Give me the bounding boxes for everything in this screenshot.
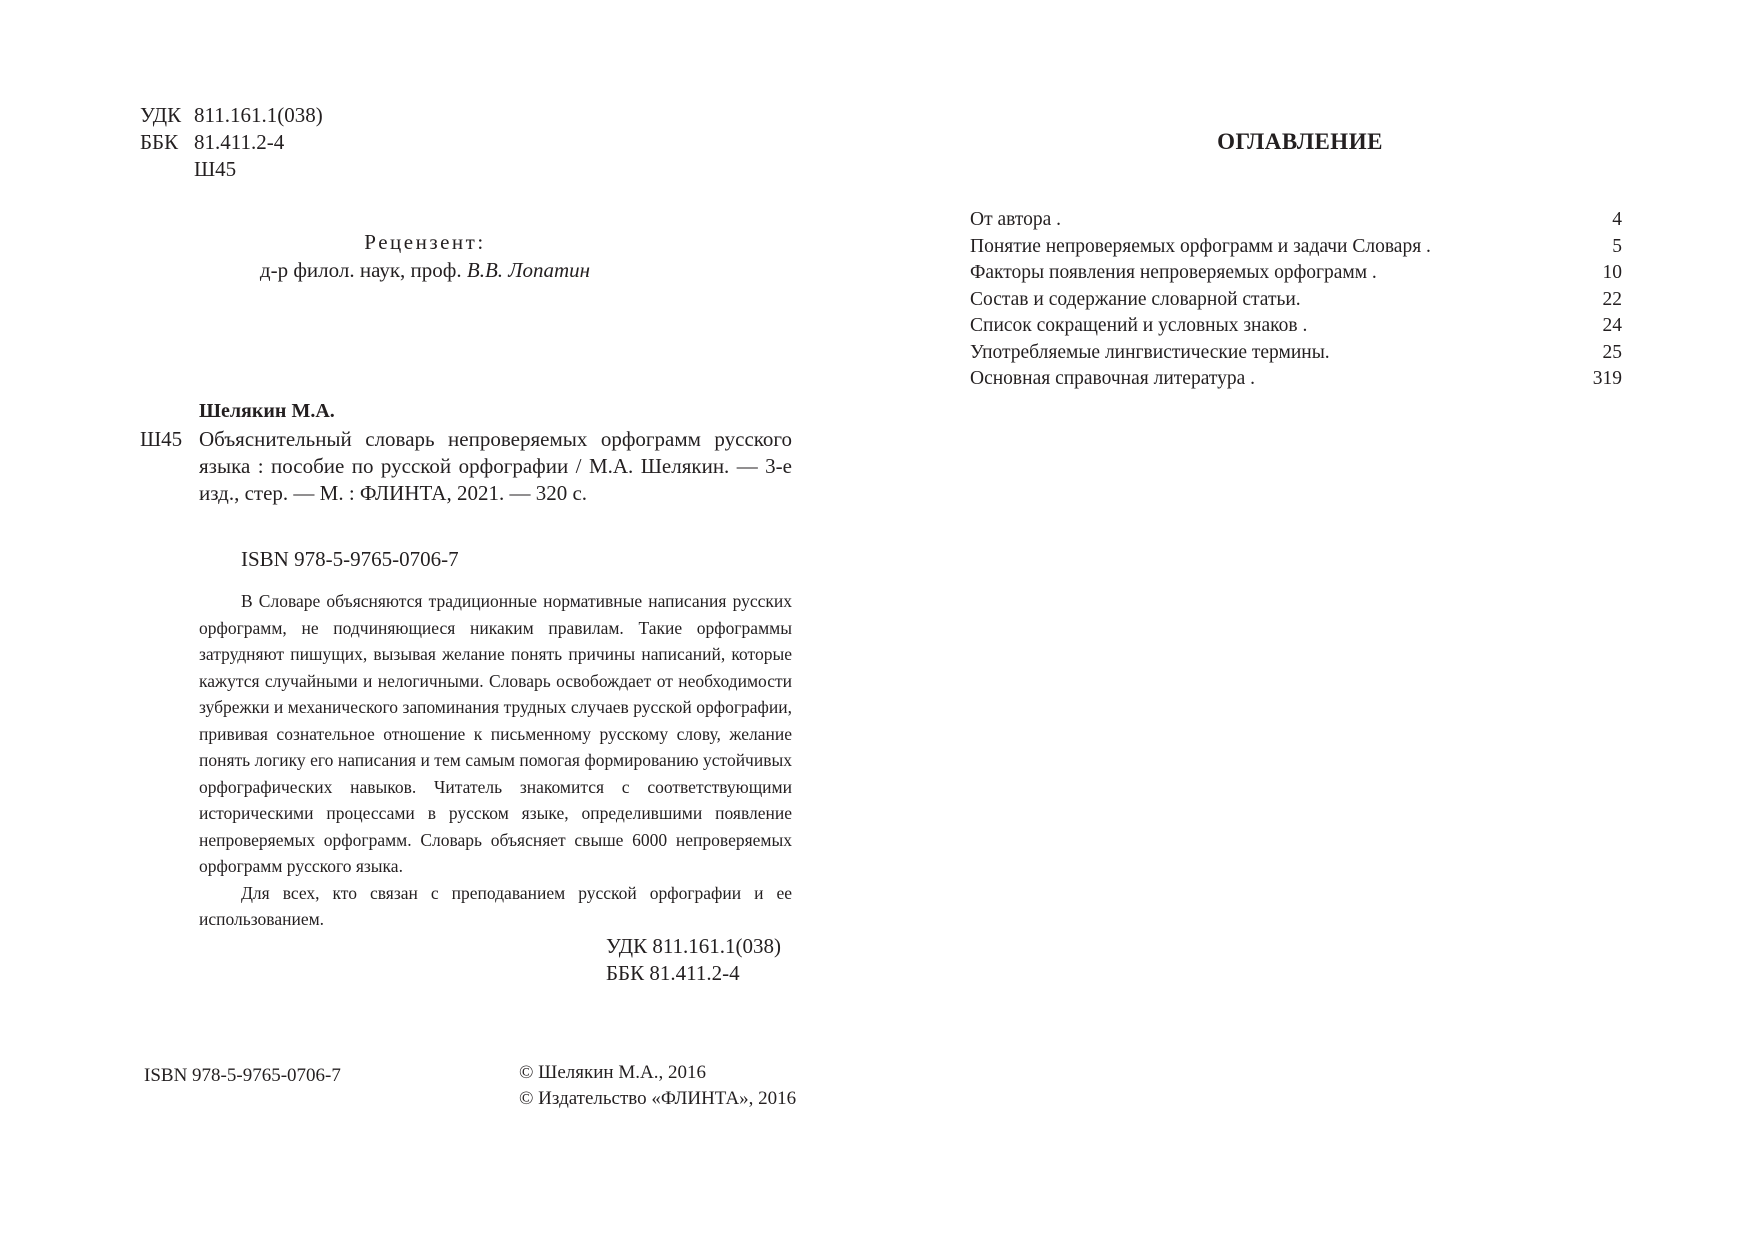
classification-block [140,102,323,183]
toc-entry[interactable] [970,368,1622,395]
toc-entry-page: 10 [1602,262,1622,283]
classification-bottom [606,933,781,987]
reviewer-credentials: д-р филол. наук, проф. [259,258,462,282]
toc-entry[interactable] [970,236,1622,263]
toc-title: ОГЛАВЛЕНИЕ [1217,129,1383,154]
toc-entry[interactable] [970,342,1622,369]
toc-entry-page: 319 [1592,368,1622,389]
isbn-line: ISBN 978-5-9765-0706-7 [241,547,459,571]
cipher-mark: Ш45 [140,427,183,451]
bbk-bottom: ББК 81.411.2-4 [606,961,740,985]
toc-entry-label: Основная справочная литература . [970,368,1256,389]
annotation [199,588,792,933]
bibliographic-record: Объяснительный словарь непроверяемых орфограмм русского языка : пособие по русской орфографии / М.А. Шелякин. — 3-е изд., стер. — М. : ФЛИНТА, 2021. — 320 с. [199,427,792,505]
bbk-label: ББК [140,130,179,154]
copyright-author: © Шелякин М.А., 2016 [519,1062,706,1083]
annotation-paragraph: В Словаре объясняются традиционные нормативные написания русских орфограмм, не подчиняющиеся никаким правилам. Такие орфограммы затрудняют пишущих, вызывая желание понять причины написаний, которые кажутся случайными и нелогичными. Словарь освобождает от необходимости зубрежки и механического запоминания трудных случаев русской орфографии, прививая сознательное отношение к письменному русскому слову, желание понять логику его написания и тем самым помогая формированию устойчивых орфографических навыков. Читатель знакомится с соответствующими историческими процессами в русском языке, определившими появление непроверяемых орфограмм. Словарь объясняет свыше 6000 непроверяемых орфограмм русского языка. [199,591,792,876]
toc-entry-page: 4 [1612,209,1622,230]
toc-entry-label: Список сокращений и условных знаков . [970,315,1308,336]
author-cipher: Ш45 [194,157,237,181]
reviewer-block [200,228,650,284]
reviewer-name: В.В. Лопатин [466,258,591,282]
toc-entry[interactable] [970,289,1622,316]
footer-isbn: ISBN 978-5-9765-0706-7 [144,1065,341,1086]
author-heading: Шелякин М.А. [199,400,335,422]
toc-entry-label: Употребляемые лингвистические термины. [970,341,1330,363]
toc-entry[interactable] [970,209,1622,236]
toc-entry-page: 5 [1612,235,1622,257]
copyright-publisher: © Издательство «ФЛИНТА», 2016 [519,1088,797,1109]
table-of-contents [970,209,1622,395]
reviewer-line [200,256,650,284]
toc-entry-page: 25 [1602,341,1622,363]
toc-entry-label: От автора . [970,209,1062,230]
toc-entry-page: 22 [1602,288,1622,310]
toc-entry-page: 24 [1602,315,1622,336]
toc-entry-label: Состав и содержание словарной статьи. [970,288,1301,310]
copyright-block [519,1060,796,1112]
toc-entry[interactable] [970,315,1622,342]
udk-label: УДК [140,103,182,127]
toc-entry-label: Понятие непроверяемых орфограмм и задачи Словаря . [970,235,1431,257]
toc-entry[interactable] [970,262,1622,289]
udk-value: 811.161.1(038) [194,103,323,127]
annotation-paragraph: Для всех, кто связан с преподаванием русской орфографии и ее использованием. [199,882,792,929]
toc-entry-label: Факторы появления непроверяемых орфограмм . [970,262,1377,283]
udk-bottom: УДК 811.161.1(038) [606,934,782,958]
bbk-value: 81.411.2-4 [194,130,285,154]
reviewer-title: Рецензент: [364,230,486,254]
